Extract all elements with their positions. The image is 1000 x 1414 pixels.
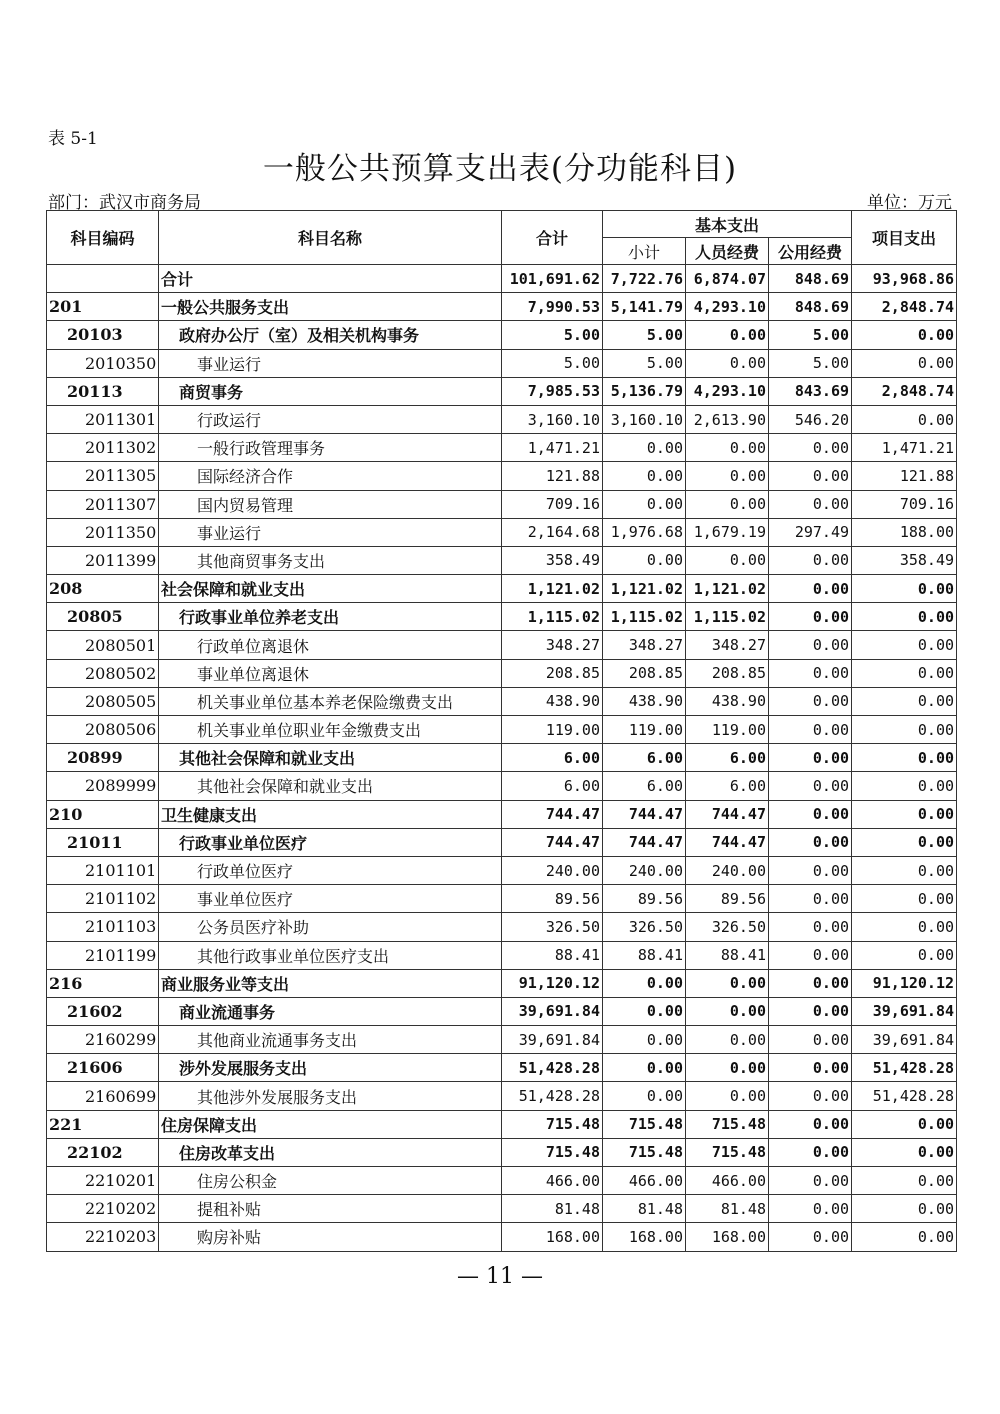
table-row (47, 518, 957, 546)
cell-personnel: 4,293.10 (686, 293, 769, 321)
cell-personnel: 0.00 (686, 1082, 769, 1110)
cell-code: 2160299 (47, 1026, 159, 1054)
cell-total: 121.88 (502, 462, 603, 490)
cell-public: 0.00 (769, 1054, 852, 1082)
cell-name: 其他社会保障和就业支出 (159, 772, 502, 800)
table-row (47, 321, 957, 349)
header-name: 科目名称 (159, 211, 502, 265)
cell-project: 1,471.21 (852, 434, 957, 462)
cell-total: 88.41 (502, 941, 603, 969)
page-title: 一般公共预算支出表(分功能科目) (262, 151, 738, 187)
cell-code: 2160699 (47, 1082, 159, 1110)
cell-code: 2011399 (47, 546, 159, 574)
cell-project: 0.00 (852, 603, 957, 631)
table-row (47, 687, 957, 715)
cell-personnel: 240.00 (686, 856, 769, 884)
cell-personnel: 6.00 (686, 744, 769, 772)
cell-total: 101,691.62 (502, 265, 603, 293)
table-row (47, 969, 957, 997)
cell-code (47, 265, 159, 293)
cell-total: 39,691.84 (502, 1026, 603, 1054)
cell-personnel: 119.00 (686, 716, 769, 744)
cell-personnel: 6.00 (686, 772, 769, 800)
cell-subtotal: 0.00 (603, 997, 686, 1025)
table-row (47, 462, 957, 490)
cell-project: 2,848.74 (852, 293, 957, 321)
cell-public: 0.00 (769, 659, 852, 687)
cell-subtotal: 438.90 (603, 687, 686, 715)
cell-personnel: 0.00 (686, 1054, 769, 1082)
cell-code: 201 (47, 293, 159, 321)
cell-public: 0.00 (769, 1195, 852, 1223)
cell-total: 744.47 (502, 800, 603, 828)
cell-subtotal: 240.00 (603, 856, 686, 884)
cell-code: 2011305 (47, 462, 159, 490)
cell-personnel: 1,115.02 (686, 603, 769, 631)
cell-code: 2011307 (47, 490, 159, 518)
cell-project: 51,428.28 (852, 1054, 957, 1082)
table-row (47, 603, 957, 631)
cell-public: 0.00 (769, 546, 852, 574)
cell-subtotal: 81.48 (603, 1195, 686, 1223)
cell-subtotal: 168.00 (603, 1223, 686, 1251)
cell-name: 行政运行 (159, 405, 502, 433)
cell-total: 715.48 (502, 1110, 603, 1138)
cell-personnel: 0.00 (686, 969, 769, 997)
cell-total: 81.48 (502, 1195, 603, 1223)
cell-total: 466.00 (502, 1167, 603, 1195)
cell-name: 行政事业单位医疗 (159, 828, 502, 856)
cell-project: 39,691.84 (852, 1026, 957, 1054)
cell-name: 涉外发展服务支出 (159, 1054, 502, 1082)
cell-project: 51,428.28 (852, 1082, 957, 1110)
cell-name: 其他行政事业单位医疗支出 (159, 941, 502, 969)
cell-total: 51,428.28 (502, 1082, 603, 1110)
cell-public: 0.00 (769, 1082, 852, 1110)
cell-public: 843.69 (769, 377, 852, 405)
table-row (47, 997, 957, 1025)
cell-name: 其他商贸事务支出 (159, 546, 502, 574)
cell-project: 0.00 (852, 941, 957, 969)
header-personnel: 人员经费 (686, 238, 769, 265)
cell-personnel: 0.00 (686, 490, 769, 518)
cell-code: 2011302 (47, 434, 159, 462)
cell-total: 438.90 (502, 687, 603, 715)
cell-personnel: 0.00 (686, 321, 769, 349)
cell-code: 20805 (47, 603, 159, 631)
cell-subtotal: 0.00 (603, 462, 686, 490)
cell-project: 39,691.84 (852, 997, 957, 1025)
cell-project: 0.00 (852, 687, 957, 715)
cell-code: 221 (47, 1110, 159, 1138)
table-row (47, 744, 957, 772)
cell-public: 0.00 (769, 997, 852, 1025)
table-row (47, 1026, 957, 1054)
table-row (47, 377, 957, 405)
cell-total: 326.50 (502, 913, 603, 941)
cell-total: 715.48 (502, 1138, 603, 1166)
cell-public: 0.00 (769, 941, 852, 969)
cell-code: 21602 (47, 997, 159, 1025)
cell-name: 合计 (159, 265, 502, 293)
cell-name: 其他涉外发展服务支出 (159, 1082, 502, 1110)
cell-code: 2101199 (47, 941, 159, 969)
cell-total: 168.00 (502, 1223, 603, 1251)
cell-total: 6.00 (502, 772, 603, 800)
cell-personnel: 1,121.02 (686, 575, 769, 603)
cell-name: 事业运行 (159, 518, 502, 546)
table-row (47, 1223, 957, 1251)
cell-public: 5.00 (769, 321, 852, 349)
cell-personnel: 2,613.90 (686, 405, 769, 433)
cell-code: 20113 (47, 377, 159, 405)
cell-name: 提租补贴 (159, 1195, 502, 1223)
budget-table (46, 210, 957, 1252)
cell-total: 6.00 (502, 744, 603, 772)
cell-total: 348.27 (502, 631, 603, 659)
cell-code: 2080501 (47, 631, 159, 659)
cell-code: 2011301 (47, 405, 159, 433)
cell-code: 2080506 (47, 716, 159, 744)
cell-name: 一般公共服务支出 (159, 293, 502, 321)
cell-name: 商业服务业等支出 (159, 969, 502, 997)
cell-subtotal: 5.00 (603, 349, 686, 377)
cell-subtotal: 466.00 (603, 1167, 686, 1195)
cell-name: 住房保障支出 (159, 1110, 502, 1138)
cell-project: 0.00 (852, 1223, 957, 1251)
cell-project: 0.00 (852, 321, 957, 349)
cell-code: 210 (47, 800, 159, 828)
cell-subtotal: 6.00 (603, 772, 686, 800)
cell-code: 2010350 (47, 349, 159, 377)
cell-project: 0.00 (852, 716, 957, 744)
cell-public: 0.00 (769, 1138, 852, 1166)
header-subtotal: 小计 (603, 238, 686, 265)
cell-project: 0.00 (852, 856, 957, 884)
cell-subtotal: 744.47 (603, 800, 686, 828)
table-row (47, 546, 957, 574)
cell-public: 0.00 (769, 687, 852, 715)
table-row (47, 856, 957, 884)
cell-personnel: 744.47 (686, 828, 769, 856)
cell-personnel: 326.50 (686, 913, 769, 941)
header-total: 合计 (502, 211, 603, 265)
cell-total: 51,428.28 (502, 1054, 603, 1082)
cell-public: 0.00 (769, 969, 852, 997)
cell-project: 0.00 (852, 744, 957, 772)
cell-subtotal: 0.00 (603, 1026, 686, 1054)
cell-public: 0.00 (769, 1167, 852, 1195)
cell-total: 119.00 (502, 716, 603, 744)
cell-name: 事业运行 (159, 349, 502, 377)
cell-name: 商业流通事务 (159, 997, 502, 1025)
cell-code: 22102 (47, 1138, 159, 1166)
cell-name: 国际经济合作 (159, 462, 502, 490)
cell-subtotal: 5.00 (603, 321, 686, 349)
cell-name: 政府办公厅（室）及相关机构事务 (159, 321, 502, 349)
cell-total: 240.00 (502, 856, 603, 884)
cell-total: 2,164.68 (502, 518, 603, 546)
cell-public: 0.00 (769, 772, 852, 800)
cell-project: 0.00 (852, 1110, 957, 1138)
header-code: 科目编码 (47, 211, 159, 265)
cell-name: 住房公积金 (159, 1167, 502, 1195)
cell-code: 20899 (47, 744, 159, 772)
cell-code: 2080505 (47, 687, 159, 715)
cell-code: 20103 (47, 321, 159, 349)
table-row (47, 293, 957, 321)
cell-personnel: 0.00 (686, 546, 769, 574)
cell-subtotal: 88.41 (603, 941, 686, 969)
cell-personnel: 168.00 (686, 1223, 769, 1251)
cell-code: 2089999 (47, 772, 159, 800)
cell-project: 0.00 (852, 659, 957, 687)
cell-subtotal: 0.00 (603, 969, 686, 997)
cell-subtotal: 715.48 (603, 1110, 686, 1138)
table-row (47, 885, 957, 913)
cell-project: 0.00 (852, 631, 957, 659)
cell-name: 商贸事务 (159, 377, 502, 405)
cell-subtotal: 0.00 (603, 490, 686, 518)
cell-personnel: 4,293.10 (686, 377, 769, 405)
cell-project: 0.00 (852, 828, 957, 856)
cell-subtotal: 744.47 (603, 828, 686, 856)
cell-public: 0.00 (769, 828, 852, 856)
cell-project: 188.00 (852, 518, 957, 546)
cell-personnel: 0.00 (686, 1026, 769, 1054)
cell-total: 1,471.21 (502, 434, 603, 462)
cell-project: 0.00 (852, 1138, 957, 1166)
cell-name: 卫生健康支出 (159, 800, 502, 828)
table-row (47, 631, 957, 659)
cell-public: 0.00 (769, 490, 852, 518)
cell-public: 0.00 (769, 1110, 852, 1138)
cell-project: 93,968.86 (852, 265, 957, 293)
cell-total: 1,121.02 (502, 575, 603, 603)
table-row (47, 1167, 957, 1195)
cell-personnel: 208.85 (686, 659, 769, 687)
cell-name: 社会保障和就业支出 (159, 575, 502, 603)
cell-public: 0.00 (769, 716, 852, 744)
cell-subtotal: 0.00 (603, 1054, 686, 1082)
cell-code: 208 (47, 575, 159, 603)
unit-label: 单位：万元 (867, 193, 952, 213)
cell-project: 0.00 (852, 575, 957, 603)
cell-project: 0.00 (852, 913, 957, 941)
cell-public: 297.49 (769, 518, 852, 546)
table-row (47, 659, 957, 687)
cell-project: 0.00 (852, 1167, 957, 1195)
cell-project: 0.00 (852, 772, 957, 800)
cell-public: 848.69 (769, 293, 852, 321)
cell-total: 3,160.10 (502, 405, 603, 433)
cell-subtotal: 6.00 (603, 744, 686, 772)
cell-public: 0.00 (769, 575, 852, 603)
cell-public: 0.00 (769, 1026, 852, 1054)
cell-code: 2101103 (47, 913, 159, 941)
cell-personnel: 466.00 (686, 1167, 769, 1195)
cell-personnel: 0.00 (686, 997, 769, 1025)
table-number: 表 5-1 (48, 129, 98, 149)
table-row (47, 941, 957, 969)
table-row (47, 1138, 957, 1166)
cell-project: 2,848.74 (852, 377, 957, 405)
cell-subtotal: 89.56 (603, 885, 686, 913)
cell-personnel: 348.27 (686, 631, 769, 659)
cell-personnel: 6,874.07 (686, 265, 769, 293)
cell-project: 121.88 (852, 462, 957, 490)
cell-project: 91,120.12 (852, 969, 957, 997)
cell-public: 546.20 (769, 405, 852, 433)
cell-subtotal: 7,722.76 (603, 265, 686, 293)
cell-code: 2080502 (47, 659, 159, 687)
cell-personnel: 715.48 (686, 1110, 769, 1138)
cell-public: 0.00 (769, 434, 852, 462)
cell-code: 2210201 (47, 1167, 159, 1195)
cell-project: 0.00 (852, 800, 957, 828)
cell-personnel: 0.00 (686, 349, 769, 377)
cell-project: 0.00 (852, 405, 957, 433)
cell-personnel: 1,679.19 (686, 518, 769, 546)
header-basic: 基本支出 (603, 211, 852, 238)
table-row (47, 828, 957, 856)
cell-project: 0.00 (852, 349, 957, 377)
table-row (47, 405, 957, 433)
cell-name: 行政事业单位养老支出 (159, 603, 502, 631)
table-row (47, 434, 957, 462)
cell-personnel: 0.00 (686, 434, 769, 462)
cell-public: 0.00 (769, 800, 852, 828)
table-row (47, 575, 957, 603)
cell-subtotal: 1,976.68 (603, 518, 686, 546)
cell-name: 机关事业单位职业年金缴费支出 (159, 716, 502, 744)
cell-public: 0.00 (769, 913, 852, 941)
table-row (47, 772, 957, 800)
cell-name: 国内贸易管理 (159, 490, 502, 518)
cell-name: 行政单位离退休 (159, 631, 502, 659)
cell-project: 709.16 (852, 490, 957, 518)
table-row (47, 349, 957, 377)
cell-public: 0.00 (769, 631, 852, 659)
cell-total: 1,115.02 (502, 603, 603, 631)
cell-subtotal: 1,121.02 (603, 575, 686, 603)
cell-total: 5.00 (502, 321, 603, 349)
cell-code: 2210202 (47, 1195, 159, 1223)
table-row (47, 913, 957, 941)
cell-name: 事业单位医疗 (159, 885, 502, 913)
table-row (47, 265, 957, 293)
cell-code: 21011 (47, 828, 159, 856)
header-project: 项目支出 (852, 211, 957, 265)
table-row (47, 800, 957, 828)
cell-code: 2101102 (47, 885, 159, 913)
table-row (47, 1054, 957, 1082)
cell-subtotal: 0.00 (603, 546, 686, 574)
cell-subtotal: 208.85 (603, 659, 686, 687)
cell-subtotal: 3,160.10 (603, 405, 686, 433)
cell-public: 0.00 (769, 603, 852, 631)
cell-code: 21606 (47, 1054, 159, 1082)
table-row (47, 716, 957, 744)
cell-name: 事业单位离退休 (159, 659, 502, 687)
cell-public: 848.69 (769, 265, 852, 293)
cell-total: 89.56 (502, 885, 603, 913)
cell-total: 709.16 (502, 490, 603, 518)
cell-code: 2101101 (47, 856, 159, 884)
cell-name: 公务员医疗补助 (159, 913, 502, 941)
cell-subtotal: 1,115.02 (603, 603, 686, 631)
table-body (47, 265, 957, 1252)
page-number: — 11 — (457, 1264, 543, 1289)
cell-code: 2011350 (47, 518, 159, 546)
table-row (47, 1082, 957, 1110)
cell-name: 住房改革支出 (159, 1138, 502, 1166)
cell-personnel: 438.90 (686, 687, 769, 715)
cell-project: 358.49 (852, 546, 957, 574)
cell-name: 其他商业流通事务支出 (159, 1026, 502, 1054)
table-row (47, 1195, 957, 1223)
cell-personnel: 88.41 (686, 941, 769, 969)
cell-name: 行政单位医疗 (159, 856, 502, 884)
cell-public: 5.00 (769, 349, 852, 377)
cell-total: 7,985.53 (502, 377, 603, 405)
header-public: 公用经费 (769, 238, 852, 265)
cell-name: 机关事业单位基本养老保险缴费支出 (159, 687, 502, 715)
table-row (47, 1110, 957, 1138)
cell-project: 0.00 (852, 1195, 957, 1223)
table-header (47, 211, 957, 265)
cell-subtotal: 0.00 (603, 1082, 686, 1110)
cell-subtotal: 5,136.79 (603, 377, 686, 405)
table-row (47, 490, 957, 518)
cell-total: 39,691.84 (502, 997, 603, 1025)
cell-subtotal: 348.27 (603, 631, 686, 659)
cell-name: 其他社会保障和就业支出 (159, 744, 502, 772)
cell-total: 358.49 (502, 546, 603, 574)
cell-public: 0.00 (769, 856, 852, 884)
cell-total: 208.85 (502, 659, 603, 687)
cell-public: 0.00 (769, 885, 852, 913)
cell-total: 5.00 (502, 349, 603, 377)
cell-project: 0.00 (852, 885, 957, 913)
cell-total: 7,990.53 (502, 293, 603, 321)
cell-total: 744.47 (502, 828, 603, 856)
cell-name: 购房补贴 (159, 1223, 502, 1251)
cell-subtotal: 119.00 (603, 716, 686, 744)
cell-subtotal: 326.50 (603, 913, 686, 941)
cell-personnel: 89.56 (686, 885, 769, 913)
cell-total: 91,120.12 (502, 969, 603, 997)
cell-personnel: 81.48 (686, 1195, 769, 1223)
cell-code: 216 (47, 969, 159, 997)
cell-public: 0.00 (769, 462, 852, 490)
cell-name: 一般行政管理事务 (159, 434, 502, 462)
cell-personnel: 715.48 (686, 1138, 769, 1166)
cell-personnel: 0.00 (686, 462, 769, 490)
cell-subtotal: 0.00 (603, 434, 686, 462)
cell-public: 0.00 (769, 1223, 852, 1251)
cell-personnel: 744.47 (686, 800, 769, 828)
cell-public: 0.00 (769, 744, 852, 772)
cell-code: 2210203 (47, 1223, 159, 1251)
cell-subtotal: 5,141.79 (603, 293, 686, 321)
cell-subtotal: 715.48 (603, 1138, 686, 1166)
department-label: 部门：武汉市商务局 (48, 193, 201, 213)
